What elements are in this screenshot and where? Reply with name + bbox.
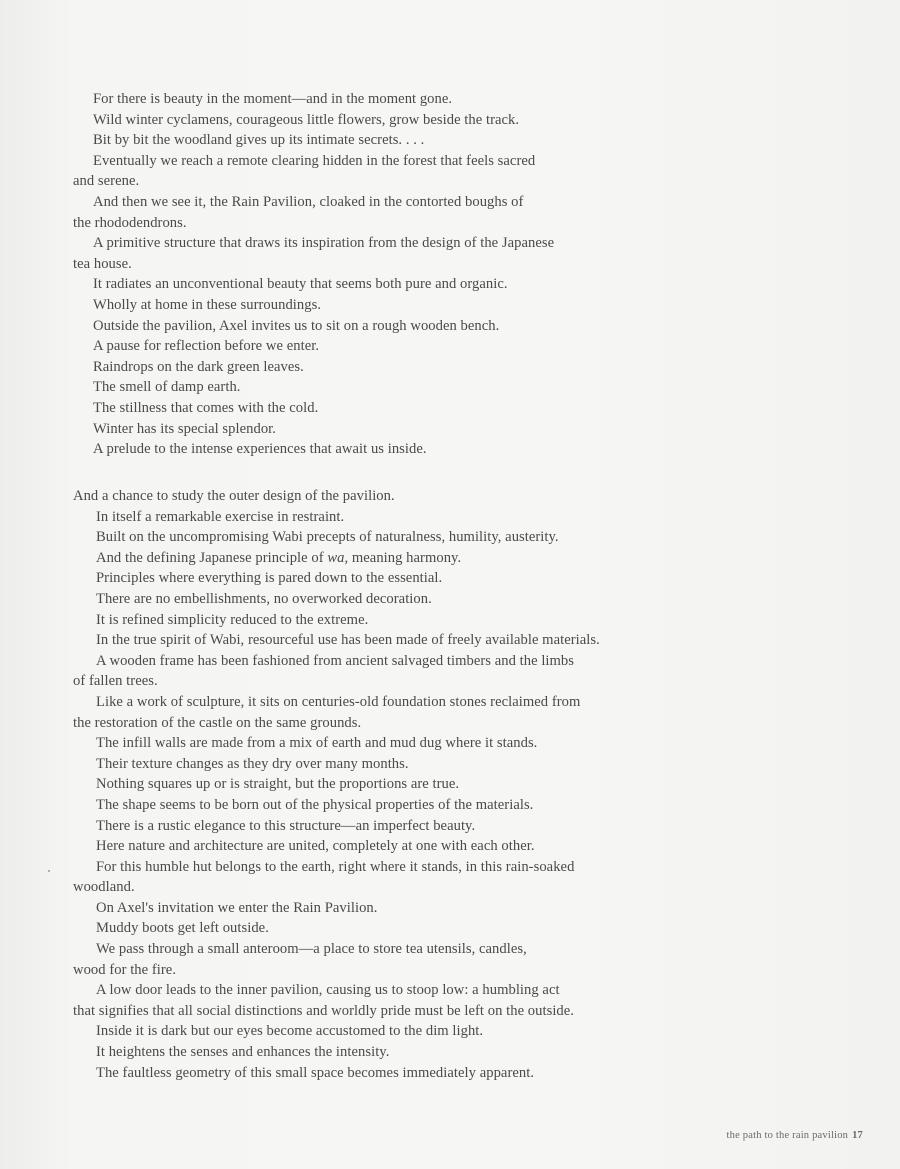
paragraph: Eventually we reach a remote clearing hidden in the forest that feels sacred and serene.: [73, 152, 536, 190]
paragraph: The faultless geometry of this small space becomes immediately apparent.: [96, 1064, 535, 1081]
paragraph-with-italic: [73, 548, 673, 569]
paragraph: The shape seems to be born out of the physical properties of the materials.: [96, 796, 534, 813]
paragraph: A primitive structure that draws its inspiration from the design of the Japanese tea house.: [73, 235, 555, 272]
paragraph: Wild winter cyclamens, courageous little flowers, grow beside the track.: [93, 111, 520, 128]
paragraph: Winter has its special splendor.: [93, 420, 276, 437]
paragraph: Built on the uncompromising Wabi precepts of naturalness, humility, austerity.: [96, 529, 559, 546]
paragraph: Raindrops on the dark green leaves.: [93, 358, 304, 375]
paragraph: There is a rustic elegance to this structure—an imperfect beauty.: [96, 817, 476, 834]
paragraph: In itself a remarkable exercise in restraint.: [96, 508, 345, 525]
paragraph: Inside it is dark but our eyes become accustomed to the dim light.: [96, 1023, 484, 1040]
italic-term: wa,: [327, 549, 349, 566]
section-opening-line: And a chance to study the outer design of the pavilion.: [73, 488, 395, 504]
paragraph: The stillness that comes with the cold.: [93, 399, 319, 416]
paragraph: It heightens the senses and enhances the intensity.: [96, 1044, 390, 1061]
paragraph: And then we see it, the Rain Pavilion, cloaked in the contorted boughs of the rhododendrons.: [73, 193, 524, 231]
paragraph: A low door leads to the inner pavilion, causing us to stoop low: a humbling act that signifies that all social distinctions and worldly pride must be left on the outside.: [73, 982, 575, 1019]
page-footer: [727, 1130, 863, 1141]
paragraph: Like a work of sculpture, it sits on centuries-old foundation stones reclaimed from the restoration of the castle on the same grounds.: [73, 693, 581, 731]
print-speck: [48, 870, 50, 872]
paragraph: Here nature and architecture are united, completely at one with each other.: [96, 838, 535, 855]
paragraph: Wholly at home in these surroundings.: [93, 296, 322, 313]
paragraph: Principles where everything is pared down to the essential.: [96, 570, 443, 587]
paragraph: Nothing squares up or is straight, but the proportions are true.: [96, 776, 460, 793]
paragraph: For this humble hut belongs to the earth, right where it stands, in this rain-soaked woodland.: [73, 858, 575, 896]
paragraph: There are no embellishments, no overworked decoration.: [96, 590, 432, 607]
paragraph: It radiates an unconventional beauty that seems both pure and organic.: [93, 276, 508, 293]
paragraph: Outside the pavilion, Axel invites us to sit on a rough wooden bench.: [93, 317, 500, 334]
text-run: meaning harmony.: [348, 549, 462, 566]
paragraph: The smell of damp earth.: [93, 379, 241, 396]
paragraph: On Axel's invitation we enter the Rain Pavilion.: [96, 899, 378, 916]
paragraph: For there is beauty in the moment—and in the moment gone.: [93, 91, 453, 107]
paragraph: Muddy boots get left outside.: [96, 920, 269, 937]
paragraph: Their texture changes as they dry over many months.: [96, 755, 409, 772]
paragraph: In the true spirit of Wabi, resourceful use has been made of freely available materials.: [96, 632, 600, 649]
text-run: And the defining Japanese principle of: [96, 549, 328, 566]
text-block-two: [73, 486, 673, 1083]
paragraph: We pass through a small anteroom—a place to store tea utensils, candles, wood for the fire.: [73, 941, 527, 978]
paragraph: A pause for reflection before we enter.: [93, 338, 320, 355]
paragraph: Bit by bit the woodland gives up its intimate secrets. . . .: [93, 132, 425, 149]
paragraph: A wooden frame has been fashioned from ancient salvaged timbers and the limbs of fallen trees.: [73, 652, 575, 690]
paragraph: It is refined simplicity reduced to the extreme.: [96, 611, 369, 628]
paragraph: The infill walls are made from a mix of earth and mud dug where it stands.: [96, 735, 538, 752]
page-number: 17: [852, 1130, 863, 1141]
paragraph: A prelude to the intense experiences that await us inside.: [93, 441, 427, 458]
text-block-one: [73, 89, 673, 460]
running-title: the path to the rain pavilion: [726, 1130, 849, 1141]
